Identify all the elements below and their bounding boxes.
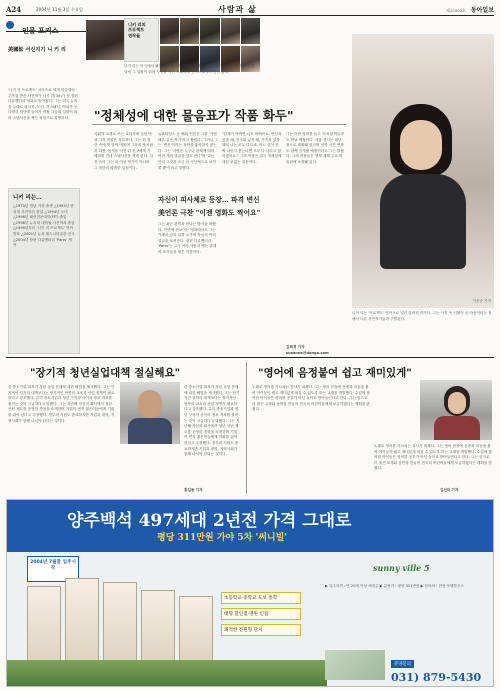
feature-headline: "정체성에 대한 물음표가 작품 화두" bbox=[94, 108, 294, 123]
article3-body: 노래로 영어를 가르치는 강사가 화제다. 그는 영어 문장에 음정과 리듬을 붙여 아이들이 쉽고 재미있게 외울 수 있도록 하는 교재를 개발했다. 수업에 참여한 아이들은 영어를 공부가 아닌 놀이로 받아들인다고 한다. 그는 앞으로 더 많은 교재와 음반을 만들어 전국의 어린이들에게 보급하겠다는 계획을 밝혔다. bbox=[252, 385, 370, 412]
ad-contact bbox=[391, 650, 489, 682]
avatar bbox=[86, 20, 126, 60]
ad-callout-list bbox=[221, 592, 301, 636]
section-title: 사람과 삶 bbox=[218, 4, 257, 14]
feature-body-column: 그는 최근 관객과 만나는 방식을 바꿨다. 이번에 선보이는 영화에서도 그는 카메라 앞과 뒤를 오가며 자신의 여러 얼굴을 보여준다. 장편 다큐멘터리 'Parts'는 그가 여러 사람과 맺는 관계의 조각들을 엮은 작품이다. bbox=[158, 222, 217, 254]
article2-byline: 홍길동 기자 bbox=[184, 488, 203, 492]
feature-subhead-2: 美언론 극찬 "이젠 영화도 찍어요" bbox=[158, 209, 261, 217]
article3-body-cont: 노래로 영어를 가르치는 강사가 화제다. 그는 영어 문장에 음정과 리듬을 붙여 아이들이 쉽고 재미있게 외울 수 있도록 하는 교재를 개발했다. 수업에 참여한 아이들은 영어를 공부가 아닌 놀이로 받아들인다고 한다. 그는 앞으로 더 많은 교재와 음반을 만들어 전국의 어린이들에게 보급하겠다는 계획을 밝혔다. bbox=[374, 444, 492, 471]
edition-number: 제25903호 bbox=[446, 8, 466, 13]
feature-byline: 김희경 기자 susanne@donga.com bbox=[286, 345, 329, 355]
person-face bbox=[448, 392, 466, 414]
article3-photo bbox=[420, 380, 492, 440]
ad-badge: 2004년 7월말 입주시작 bbox=[27, 556, 79, 582]
project-sidebar-title: 니키 리의 프로젝트 연작들 bbox=[128, 22, 146, 38]
feature-portrait-photo bbox=[352, 34, 494, 308]
ad-callout: 초등학교·중학교 도보 통학 bbox=[221, 592, 301, 604]
photo-credit: 이종승 기자 bbox=[472, 299, 491, 304]
person-body bbox=[434, 416, 480, 440]
feature-tag-box bbox=[6, 18, 85, 32]
profile-title: 니키 리는… bbox=[13, 195, 42, 201]
feature-body-column: 사회학 교재로 쓰는 교과서에 실릴 만큼 그의 작업은 독특하다. 그는 한 집단 속에 몇 달씩 머물며 그들의 옷차림과 화장, 몸짓을 익힌 뒤 친구에게 카메라를 건네 스냅사진을 찍게 한다. 사진 속의 그는 더 이상 작가가 아니라 그 집단의 평범한 일원이다. bbox=[94, 132, 153, 170]
profile-text: △1970년 경남 거창 출생 △1993년 중앙대 사진학과 졸업 △1994년 도미 △1996년 패션전문대학(FIT) 졸업 △1998년 뉴욕대 대학원 사진학과 졸업 △1999년부터 '니키 리 프로젝트' 연작 발표 △2001년 뉴욕 휘트니미술관 전시 △2004년 장편 다큐멘터리 'Parts' 제작 bbox=[13, 204, 75, 248]
apartment-advertisement bbox=[6, 499, 494, 687]
project-thumbnail bbox=[200, 18, 219, 44]
masthead-logo: 동아일보 bbox=[470, 7, 494, 14]
ad-phone: 031) 879-5430 bbox=[391, 671, 482, 684]
person-face bbox=[138, 390, 162, 418]
profile-box bbox=[8, 188, 80, 354]
project-sidebar bbox=[124, 18, 159, 62]
portrait-face bbox=[400, 120, 442, 170]
project-thumbnail bbox=[241, 18, 260, 44]
ad-greenery bbox=[7, 660, 327, 687]
ad-info: ▶ 입주자격 : 만 20세 이상 세대주 ▶ 분양가 : 평당 311만원 ▶ 문의처 : 현장 모델하우스 bbox=[325, 584, 464, 588]
masthead bbox=[446, 5, 494, 14]
ad-subhead: 평당 311만원 가야 5차 '써니빌' bbox=[157, 533, 288, 543]
divider bbox=[92, 124, 346, 125]
ad-location-map bbox=[325, 650, 385, 680]
ad-banner bbox=[7, 500, 493, 552]
issue-date: 2004년 11월 3일 수요일 bbox=[36, 7, 83, 12]
feature-caption: 니키 리는 '프로젝트' 연작으로 널리 알려진 작가다. 그는 사진 속 인물이 곧 자신이라는 점에서 다른 사진작가들과 구별된다. bbox=[352, 311, 492, 321]
portrait-body bbox=[380, 174, 466, 269]
article2-photo bbox=[120, 382, 180, 444]
project-sidebar-text: 니키 리는 미국에서 활동하는 한국인 작가로 다양한 하위문화 집단에 직접 들어가 몇 달씩 그 일원이 되어 사진을 찍는 프로젝트 연작으로 주목받아 왔다. bbox=[124, 64, 255, 74]
project-thumbnail bbox=[221, 18, 240, 44]
feature-intro: '니키 리 프로젝트' 시리즈로 세계 미술계의 주목을 받은 사진작가 니키 리(34)가 첫 장편 다큐멘터리 영화로 돌아왔다. 그는 미국 뉴욕을 무대로 펑크족, 노인, 히스패닉, 여피족 등 다양한 집단에 들어가 직접 그들의 일원이 되어 스냅사진을 찍는 작업으로 유명하다. bbox=[8, 88, 78, 120]
article3-headline: "영어에 음정붙여 쉽고 재미있게" bbox=[258, 367, 412, 379]
ad-headline: 양주백석 497세대 2년전 가격 그대로 bbox=[67, 511, 352, 531]
feature-subhead: 자신이 피사체로 등장… 파격 변신 bbox=[158, 196, 260, 204]
bullet-icon bbox=[6, 21, 14, 29]
ad-callout: 쾌적한 전원형 단지 bbox=[221, 624, 301, 636]
article2-body-cont: 한 중소기업 대표가 청년 실업 문제에 대한 해법을 제시했다. 그는 단기적인 일자리 대책보다는 장기적인 안목의 교육과 산업 정책이 필요하다고 강조했다. 특히 중소기업과 청년 구직자 사이의 정보 격차를 줄이는 것이 시급하다고 말했다. 그는 지난해 자신의 회사에서 청년 인턴 제도를 운영한 경험을 소개하며 기업이 먼저 젊은이들에게 기회를 줘야 한다고 주장했다. 정부의 지원도 중요하지만 기업과 대학, 지역사회가 함께 나서야 한다는 것이다. bbox=[184, 385, 240, 457]
page-number: A24 bbox=[6, 5, 22, 14]
ad-phone-label: 분양문의 bbox=[391, 660, 414, 668]
article2-body: 한 중소기업 대표가 청년 실업 문제에 대한 해법을 제시했다. 그는 단기적인 일자리 대책보다는 장기적인 안목의 교육과 산업 정책이 필요하다고 강조했다. 특히 중소기업과 청년 구직자 사이의 정보 격차를 줄이는 것이 시급하다고 말했다. 그는 지난해 자신의 회사에서 청년 인턴 제도를 운영한 경험을 소개하며 기업이 먼저 젊은이들에게 기회를 줘야 한다고 주장했다. 정부의 지원도 중요하지만 기업과 대학, 지역사회가 함께 나서야 한다는 것이다. bbox=[8, 385, 115, 423]
feature-name-line: 美國訟 서신지기 니 키 리 bbox=[8, 47, 66, 53]
ad-logo bbox=[373, 556, 473, 578]
project-thumbnail bbox=[180, 18, 199, 44]
person-body bbox=[128, 418, 172, 444]
article3-byline: 김선미 기자 bbox=[440, 488, 459, 492]
ad-logo-text: sunny ville 5 bbox=[373, 563, 430, 573]
feature-body-column: "관계가 바뀌면 나도 바뀌어요. 연인과 있을 때, 친구와 있을 때, 가족과 있을 때의 나는 모두 다르죠. 어느 것이 진짜 나인지 묻는다면 모두 다 나라고 답하겠어요." 그의 작품은 결국 정체성에 대한 끝없는 질문이다. bbox=[222, 132, 282, 164]
page-header bbox=[6, 4, 494, 16]
section-divider bbox=[6, 357, 494, 358]
feature-body-column: 뉴욕타임스 등 해외 언론은 그를 '카멜레온 같은 작가'라고 불렀다. 그러나 그는 '변신'이라는 표현을 좋아하지 않는다. 그는 '사람은 누구나 관계에 따라 여러 개의 얼굴을 갖고 산다'며 '나는 단지 그것을 조금 더 극단적으로 보여줄 뿐'이라고 말했다. bbox=[158, 132, 218, 170]
feature-body-column: 그는 이번 영화를 들고 국내 관객들과도 만날 예정이다. 서울 전시는 내년 봄으로 계획돼 있으며 신작 사진 연작도 함께 공개될 예정이라고 그는 밝혔다. 그의 작품들은 현재 세계 주요 미술관에 소장돼 있다. bbox=[286, 132, 344, 164]
article2-headline: "장기적 청년실업대책 절실해요" bbox=[30, 367, 181, 379]
project-thumbnail bbox=[160, 18, 179, 44]
ad-callout: 대형 할인점·병원 인접 bbox=[221, 608, 301, 620]
column-divider bbox=[246, 362, 247, 494]
